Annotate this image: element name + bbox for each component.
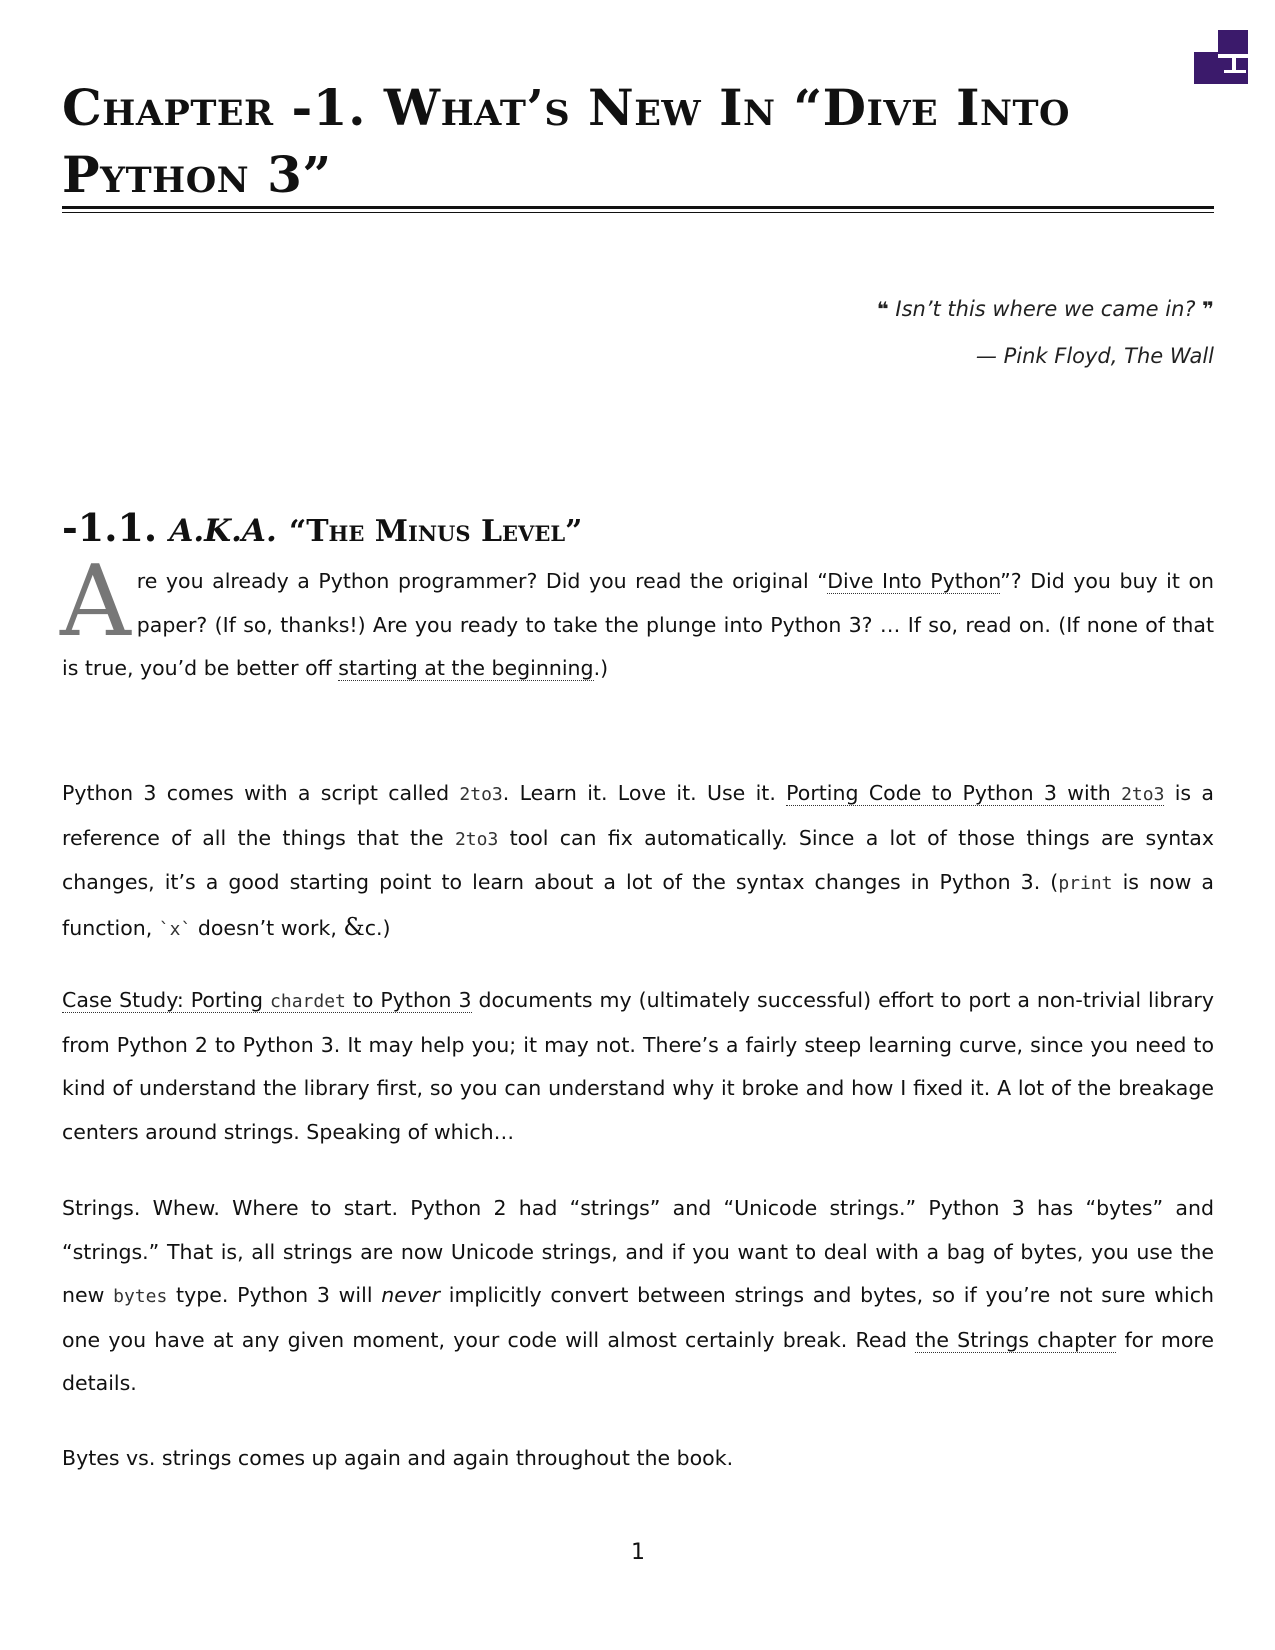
p3-text-1: documents my (ultimately successful) effort to port a non-trivial library from Python 2 to Python 3. It may help you; it may not. There’s a fairly steep learning curve, since you need to kind of understand the library first, so you can understand why it broke and how I fixed it. A lot of the breakage centers around strings. Speaking of which… — [62, 988, 1214, 1144]
code-2to3: 2to3 — [459, 784, 503, 805]
link-starting-at-beginning[interactable]: starting at the beginning — [338, 656, 594, 680]
code-2to3-tool: 2to3 — [454, 828, 499, 850]
section-aka: A.K.A. — [169, 513, 277, 549]
title-rule-thin — [62, 212, 1214, 213]
p5-text-1: Bytes vs. strings comes up again and again throughout the book. — [62, 1446, 734, 1470]
link-porting-code-text: Porting Code to Python 3 with — [786, 781, 1122, 805]
chapter-title-line2: Python 3” — [62, 145, 332, 204]
p2-text-7: c.) — [364, 915, 391, 940]
paragraph-bytes-vs-strings — [62, 1437, 1214, 1481]
link-porting-code-2to3: 2to3 — [1121, 784, 1165, 805]
p4-text-4: for more details. — [62, 1327, 1214, 1395]
code-print: print — [1058, 873, 1113, 894]
epigraph-quote-line — [877, 292, 1214, 326]
section-title: “The Minus Level” — [288, 514, 583, 549]
close-quote-icon: ❞ — [1202, 297, 1214, 321]
link-case-study[interactable] — [62, 988, 472, 1013]
intro-text-2: ”? Did you buy it on paper? (If so, thanks!) Are you ready to take the plunge into Python 3? … If so, read on. (If none of that is true, you’d be better off — [62, 569, 1214, 680]
link-dive-into-python[interactable]: Dive Into Python — [827, 569, 1001, 593]
open-quote-icon: ❝ — [876, 297, 889, 321]
link-case-study-text-1: Case Study: Porting — [62, 988, 271, 1012]
p2-text-6: doesn’t work, — [191, 915, 344, 940]
link-porting-code[interactable] — [786, 781, 1164, 806]
paragraph-intro — [60, 545, 1214, 691]
p2-text-5: is now a function, — [62, 870, 1214, 940]
epigraph-quote: Isn’t this where we came in? — [895, 297, 1196, 321]
drop-cap: A — [60, 545, 131, 659]
logo-base — [1224, 70, 1246, 73]
ampersand: & — [343, 912, 365, 941]
link-case-study-text-2: to Python 3 — [345, 988, 472, 1012]
epigraph-attribution: — Pink Floyd, The Wall — [975, 344, 1214, 368]
p2-text-3: is a reference of all the things that the — [62, 781, 1214, 850]
link-strings-chapter[interactable]: the Strings chapter — [915, 1327, 1117, 1352]
chapter-title-line1: Chapter -1. What’s New In “Dive Into — [62, 78, 1071, 137]
code-backtick-x: `x` — [158, 918, 192, 940]
paragraph-case-study — [62, 979, 1214, 1154]
intro-text-3: .) — [593, 656, 609, 680]
page — [62, 0, 1214, 1650]
section-number: -1.1. — [62, 505, 158, 550]
chapter-title — [62, 74, 1162, 208]
p2-text-1: Python 3 comes with a script called — [62, 781, 460, 805]
intro-text-1: re you already a Python programmer? Did you read the original “ — [136, 569, 828, 593]
paragraph-strings — [62, 1187, 1214, 1406]
p4-text-2: type. Python 3 will — [167, 1283, 382, 1307]
p2-text-4: tool can fix automatically. Since a lot of those things are syntax changes, it’s a good starting point to learn about a lot of the syntax changes in Python 3. ( — [62, 825, 1214, 894]
title-rule-thick — [62, 206, 1214, 209]
emphasis-never: never — [381, 1283, 441, 1307]
section-heading — [62, 505, 582, 550]
code-bytes: bytes — [113, 1286, 168, 1307]
page-number: 1 — [631, 1540, 645, 1565]
p4-text-3: implicitly convert between strings and bytes, so if you’re not sure which one you have at any given moment, your code will almost certainly break. Read — [62, 1283, 1214, 1352]
link-case-study-chardet: chardet — [270, 991, 346, 1012]
p4-text-1: Strings. Whew. Where to start. Python 2 had “strings” and “Unicode strings.” Python 3 has “bytes” and “strings.” That is, all strings are now Unicode strings, and if you want to deal with a bag of bytes, you use the new — [62, 1196, 1214, 1307]
p2-text-2: . Learn it. Love it. Use it. — [502, 781, 787, 805]
epigraph — [877, 292, 1214, 373]
paragraph-2to3 — [62, 772, 1214, 951]
